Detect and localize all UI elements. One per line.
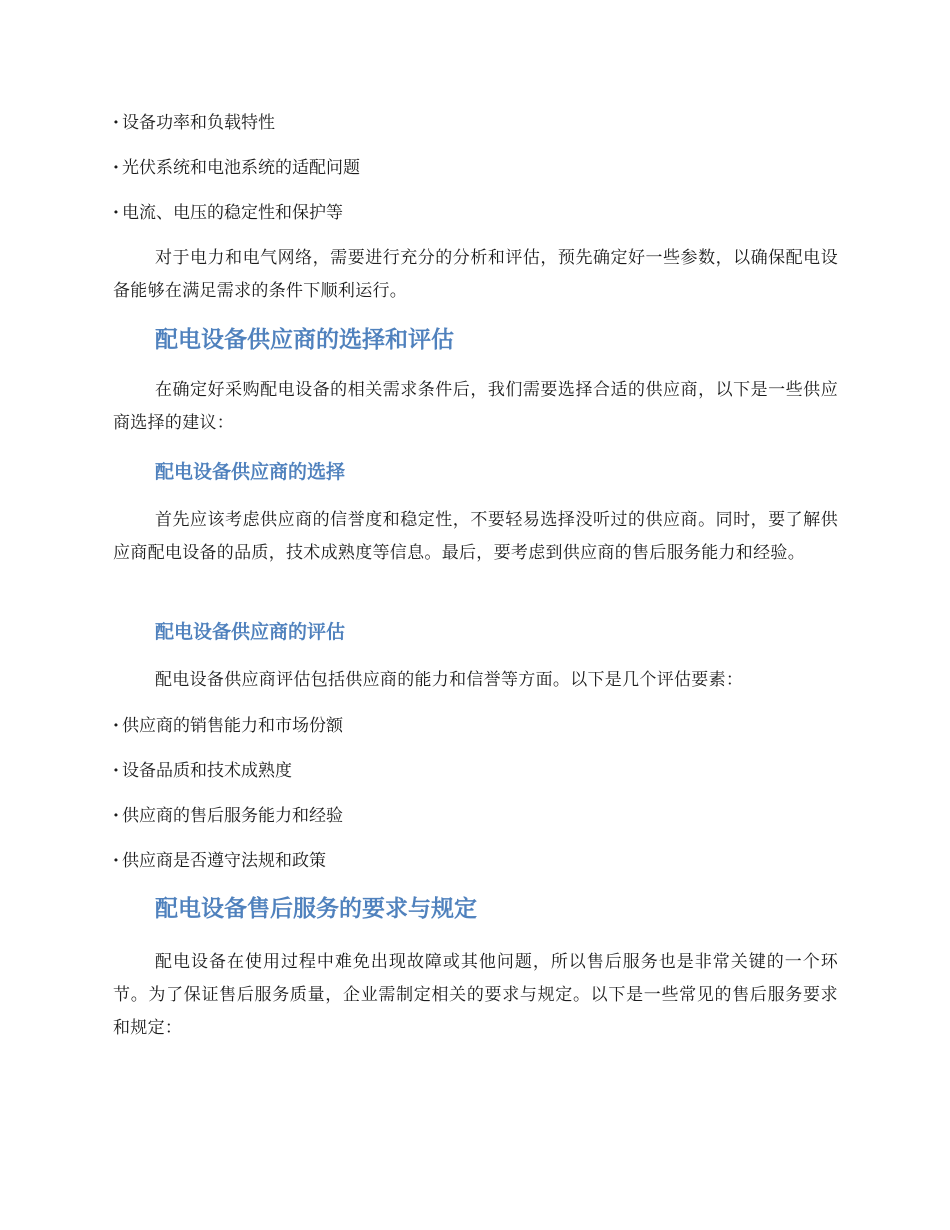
list-item: [113, 202, 838, 224]
service-paragraph: 配电设备在使用过程中难免出现故障或其他问题，所以售后服务也是非常关键的一个环节。为了保证售后服务质量，企业需制定相关的要求与规定。以下是一些常见的售后服务要求和规定：: [113, 952, 838, 1038]
list-item-text: 供应商的售后服务能力和经验: [122, 806, 343, 826]
supplier-evaluation-paragraph: 配电设备供应商评估包括供应商的能力和信誉等方面。以下是几个评估要素：: [155, 670, 744, 690]
list-item: [113, 850, 838, 872]
list-item-text: 设备品质和技术成熟度: [122, 761, 292, 781]
list-item-text: 供应商的销售能力和市场份额: [122, 716, 343, 736]
subheading-supplier-selection: 配电设备供应商的选择: [155, 461, 346, 483]
list-item: [113, 760, 838, 782]
bullet-icon: [113, 850, 122, 872]
list-item: [113, 715, 838, 737]
bullet-icon: [113, 760, 122, 782]
list-item-text: 设备功率和负载特性: [122, 113, 275, 133]
list-item-text: 光伏系统和电池系统的适配问题: [122, 158, 360, 178]
supplier-selection-paragraph: 首先应该考虑供应商的信誉度和稳定性，不要轻易选择没听过的供应商。同时，要了解供应商配电设备的品质，技术成熟度等信息。最后，要考虑到供应商的售后服务能力和经验。: [113, 510, 838, 563]
list-item-text: 电流、电压的稳定性和保护等: [122, 203, 343, 223]
intro-paragraph: 对于电力和电气网络，需要进行充分的分析和评估，预先确定好一些参数，以确保配电设备能够在满足需求的条件下顺利运行。: [113, 248, 838, 301]
bullet-icon: [113, 112, 122, 134]
bullet-icon: [113, 715, 122, 737]
bullet-icon: [113, 805, 122, 827]
supplier-intro-paragraph: 在确定好采购配电设备的相关需求条件后，我们需要选择合适的供应商，以下是一些供应商选择的建议：: [113, 380, 838, 433]
section-heading-service: 配电设备售后服务的要求与规定: [155, 896, 477, 922]
section-heading-supplier: 配电设备供应商的选择和评估: [155, 327, 454, 353]
subheading-supplier-evaluation: 配电设备供应商的评估: [155, 621, 346, 643]
list-item: [113, 805, 838, 827]
bullet-icon: [113, 157, 122, 179]
list-item: [113, 112, 838, 134]
list-item-text: 供应商是否遵守法规和政策: [122, 851, 326, 871]
bullet-icon: [113, 202, 122, 224]
list-item: [113, 157, 838, 179]
